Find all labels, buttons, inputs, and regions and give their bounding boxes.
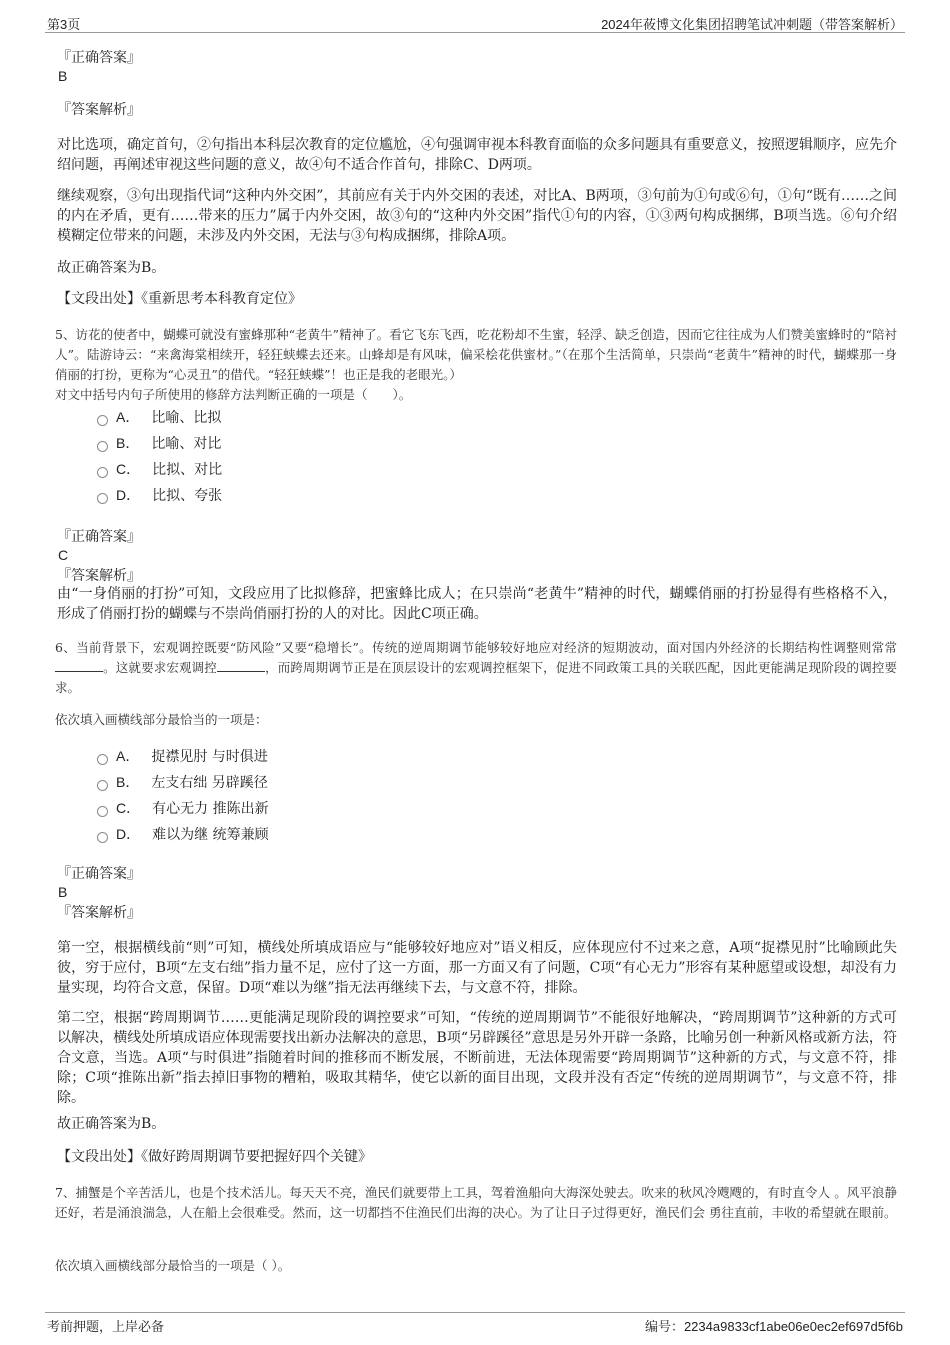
q6-option-c[interactable]: C． 有心无力 推陈出新 — [97, 795, 497, 821]
radio-icon[interactable] — [97, 467, 108, 478]
correct-answer-label: 『正确答案』 — [57, 50, 141, 66]
q5-analysis: 由“一身俏丽的打扮”可知，文段应用了比拟修辞，把蜜蜂比成人；在只崇尚“老黄牛”精神的时代，蝴蝶俏丽的打扮显得有些格格不入，形成了俏丽打扮的蝴蝶与不崇尚俏丽打扮的人的对比。因此C项正确。 — [57, 586, 897, 622]
q6-ask: 依次填入画横线部分最恰当的一项是： — [55, 712, 268, 727]
q5-option-a[interactable]: A． 比喻、比拟 — [97, 404, 497, 430]
analysis-label: 『答案解析』 — [57, 905, 141, 921]
footer-slogan: 考前押题，上岸必备 — [47, 1319, 165, 1334]
q5-option-d[interactable]: D． 比拟、夸张 — [97, 482, 497, 508]
page-number: 第3页 — [47, 17, 81, 32]
q5-option-c[interactable]: C． 比拟、对比 — [97, 456, 497, 482]
q4-source: 【文段出处】《重新思考本科教育定位》 — [57, 291, 302, 307]
q6-analysis-p1: 第一空，根据横线前“则”可知，横线处所填成语应与“能够较好地应对”语义相反，应体现应付不过来之意，A项“捉襟见肘”比喻顾此失彼，穷于应付，B项“左支右绌”指力量不足，应付了这一方面，那一方面又有了问题，C项“有心无力”形容有某种愿望或设想，却没有力量实现，均符合文意，保留。D项“难以为继”指无法再继续下去，与文意不符，排除。 — [57, 940, 897, 996]
radio-icon[interactable] — [97, 780, 108, 791]
q6-analysis-p2: 第二空，根据“跨周期调节……更能满足现阶段的调控要求”可知，“传统的逆周期调节”不能很好地解决，“跨周期调节”这种新的方式可以解决，横线处所填成语应体现需要找出新办法解决的意思，B项“另辟蹊径”意思是另外开辟一条路，比喻另创一种新风格或新方法，符合文意，当选。A项“与时俱进”指随着时间的推移而不断发展，不断前进，无法体现需要“跨周期调节”这种新的方式，与文意不符，排除；C项“推陈出新”指去掉旧事物的糟粕，吸取其精华，使它以新的面目出现，文段并没有否定“传统的逆周期调节”，与文意不符，排除。 — [57, 1010, 897, 1106]
q4-answer: B — [58, 68, 68, 84]
radio-icon[interactable] — [97, 832, 108, 843]
q5-question: 5、访花的使者中，蝴蝶可就没有蜜蜂那种“老黄牛”精神了。看它飞东飞西，吃花粉却不生蜜，轻浮、缺乏创造，因而它往往成为人们赞美蜜蜂时的“陪衬人”。陆游诗云：“来禽海棠相续开，轻狂蛱蝶去还来。山蜂却是有风味，偏采桧花供蜜材。”（在那个生活简单，只崇尚“老黄牛”精神的时代，蝴蝶那一身俏丽的打扮，更称为“心灵丑”的借代。“轻狂蛱蝶”！也正是我的老眼光。） — [55, 327, 897, 382]
fill-blank-1[interactable] — [55, 659, 103, 672]
q5-options — [97, 404, 497, 508]
analysis-label: 『答案解析』 — [57, 102, 141, 118]
document-id: 编号：2234a9833cf1abe06e0ec2ef697d5f6b — [644, 1319, 903, 1334]
q5-ask: 对文中括号内句子所使用的修辞方法判断正确的一项是（ ）。 — [55, 387, 412, 402]
analysis-label: 『答案解析』 — [57, 568, 141, 584]
q6-conclusion: 故正确答案为B。 — [57, 1116, 166, 1132]
radio-icon[interactable] — [97, 806, 108, 817]
q5-answer: C — [58, 547, 69, 563]
page-header — [45, 14, 905, 33]
radio-icon[interactable] — [97, 754, 108, 765]
q6-question: 6、当前背景下，宏观调控既要“防风险”又要“稳增长”。传统的逆周期调节能够较好地应对经济的短期波动，面对国内外经济的长期结构性调整则常常。这就要求宏观调控 ，而跨周期调节正是在顶层设计的宏观调控框架下，促进不同政策工具的关联匹配，因此更能满足现阶段的调控要求。 — [55, 640, 897, 695]
q6-answer: B — [58, 884, 68, 900]
correct-answer-label: 『正确答案』 — [57, 529, 141, 545]
q6-options — [97, 743, 497, 847]
radio-icon[interactable] — [97, 441, 108, 452]
q6-option-d[interactable]: D． 难以为继 统筹兼顾 — [97, 821, 497, 847]
q5-option-b[interactable]: B． 比喻、对比 — [97, 430, 497, 456]
q4-analysis-p2: 继续观察，③句出现指代词“这种内外交困”，其前应有关于内外交困的表述，对比A、B两项，③句前为①句或⑥句，①句“既有……之间的内在矛盾，更有……带来的压力”属于内外交困，故③句的“这种内外交困”指代①句的内容，①③两句构成捆绑，B项当选。⑥句介绍模糊定位带来的问题，未涉及内外交困，无法与③句构成捆绑，排除A项。 — [57, 188, 897, 244]
q6-option-a[interactable]: A． 捉襟见肘 与时俱进 — [97, 743, 497, 769]
q4-analysis-p1: 对比选项，确定首句，②句指出本科层次教育的定位尴尬，④句强调审视本科教育面临的众多问题具有重要意义，按照逻辑顺序，应先介绍问题，再阐述审视这些问题的意义，故④句不适合作首句，排除C、D两项。 — [57, 137, 897, 173]
document-title: 2024年莜博文化集团招聘笔试冲刺题（带答案解析） — [601, 17, 903, 32]
radio-icon[interactable] — [97, 493, 108, 504]
q6-option-b[interactable]: B． 左支右绌 另辟蹊径 — [97, 769, 497, 795]
q6-source: 【文段出处】《做好跨周期调节要把握好四个关键》 — [57, 1149, 372, 1165]
radio-icon[interactable] — [97, 415, 108, 426]
q7-question: 7、捕蟹是个辛苦活儿，也是个技术活儿。每天天不亮，渔民们就要带上工具，驾着渔船向大海深处驶去。吹来的秋风冷飕飕的，有时直令人 。风平浪静还好，若是涌浪湍急，人在船上会很难受。然而，这一切都挡不住渔民们出海的决心。为了让日子过得更好，渔民们会 勇往直前，丰收的希望就在眼前。 — [55, 1185, 897, 1220]
q4-conclusion: 故正确答案为B。 — [57, 260, 166, 276]
fill-blank-2[interactable] — [217, 659, 265, 672]
page-footer — [45, 1312, 905, 1333]
q7-ask: 依次填入画横线部分最恰当的一项是（ ）。 — [55, 1258, 291, 1273]
correct-answer-label: 『正确答案』 — [57, 866, 141, 882]
